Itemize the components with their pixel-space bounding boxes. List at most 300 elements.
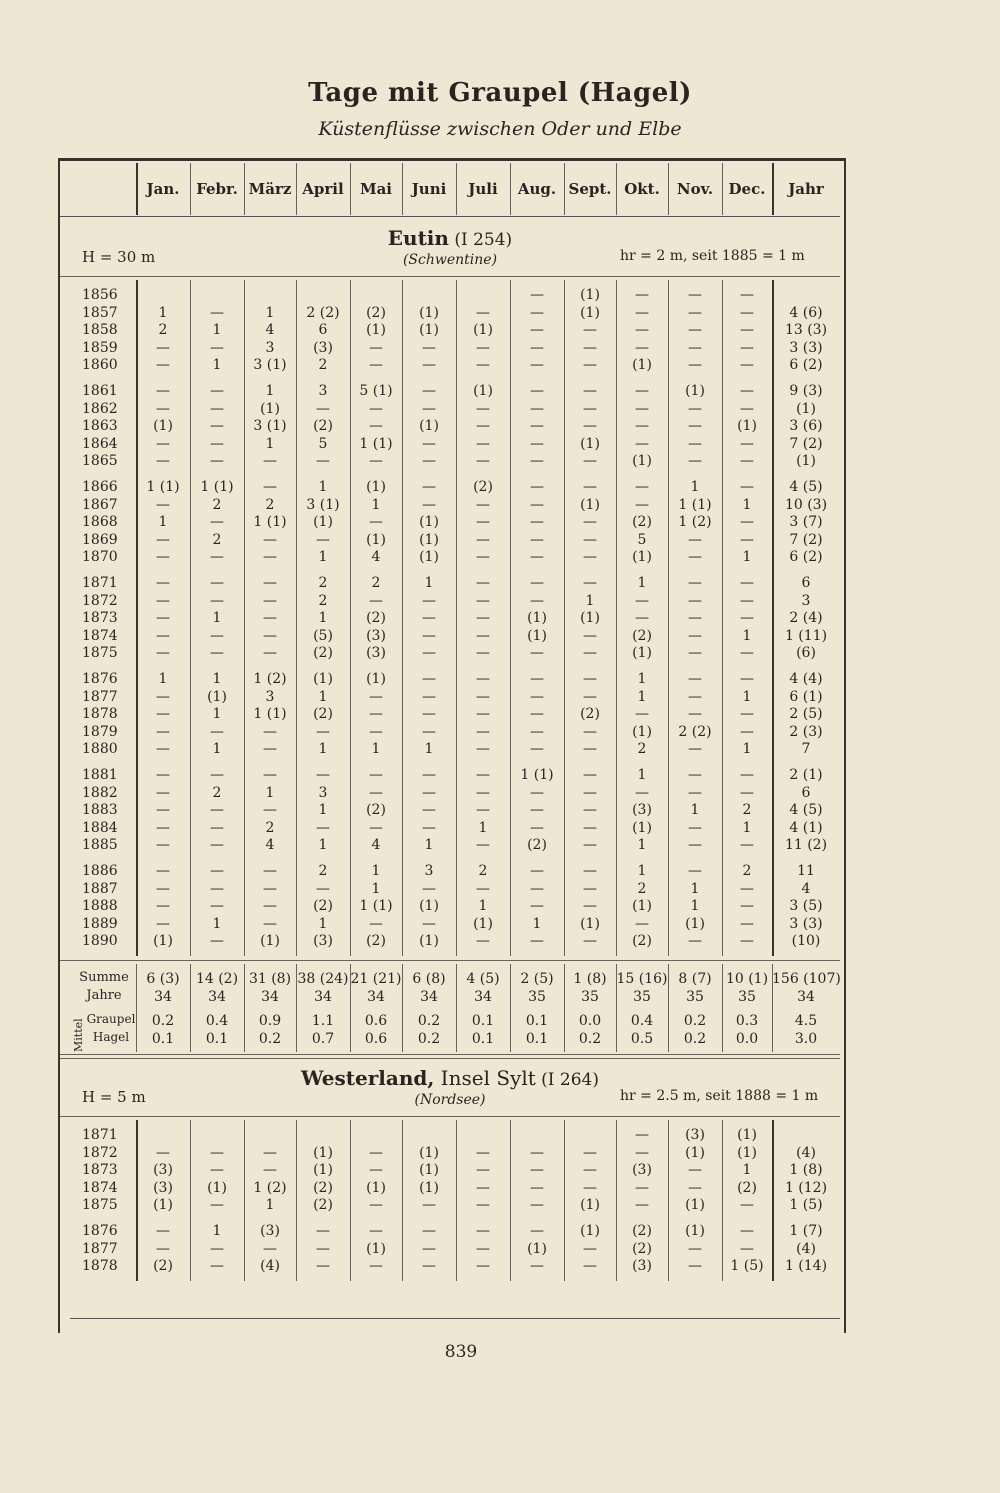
summary-cell: 35 <box>633 989 651 1005</box>
table-cell: 5 (1) <box>359 383 393 399</box>
table-cell: — <box>530 1258 544 1275</box>
table-cell: — <box>422 400 436 417</box>
table-cell: — <box>422 819 436 836</box>
summary-column-divider <box>296 964 297 1052</box>
table-cell: 1 <box>742 819 752 836</box>
summary-cell: 6 (8) <box>412 971 446 987</box>
table-cell: — <box>476 575 490 591</box>
table-cell: (1) <box>419 322 439 339</box>
table-cell: 1 <box>318 837 328 854</box>
table-cell: — <box>156 1223 170 1239</box>
column-divider <box>296 1120 297 1281</box>
table-cell: (3) <box>366 627 386 644</box>
summary-cell: 1.1 <box>311 1013 335 1029</box>
year-label: 1858 <box>82 322 118 339</box>
year-label: 1876 <box>82 671 118 687</box>
summary-cell: 35 <box>686 989 704 1005</box>
year-label: 1860 <box>82 357 118 374</box>
summary-cell: 156 (107) <box>772 971 841 987</box>
table-cell: — <box>688 575 702 591</box>
table-cell: — <box>210 898 224 915</box>
table-cell: 10 (3) <box>784 496 828 513</box>
column-divider <box>402 1120 403 1281</box>
table-cell: (2) <box>737 1179 757 1196</box>
table-cell: — <box>476 1144 490 1161</box>
table-cell: — <box>635 1127 649 1143</box>
column-divider <box>668 280 669 956</box>
year-label: 1881 <box>82 767 118 783</box>
table-cell: — <box>156 357 170 374</box>
table-cell: — <box>476 514 490 531</box>
header-divider <box>616 163 617 215</box>
table-cell: — <box>530 688 544 705</box>
table-cell: 1 <box>637 671 647 687</box>
table-cell: — <box>740 287 754 303</box>
header-divider <box>296 163 297 215</box>
summary-cell: 0.2 <box>417 1013 441 1029</box>
table-cell: 6 <box>318 322 328 339</box>
table-cell: — <box>476 837 490 854</box>
table-cell: 3 <box>265 339 275 356</box>
table-cell: 1 <box>158 304 168 321</box>
table-cell: — <box>740 898 754 915</box>
summary-cell: 35 <box>738 989 756 1005</box>
summary-column-divider <box>136 964 137 1052</box>
table-cell: — <box>530 1162 544 1179</box>
table-cell: — <box>530 802 544 819</box>
table-cell: — <box>530 357 544 374</box>
table-cell: — <box>476 688 490 705</box>
column-divider <box>296 280 297 956</box>
table-cell: 3 (1) <box>253 418 287 435</box>
table-cell: — <box>530 322 544 339</box>
column-header-10: Nov. <box>676 180 714 198</box>
year-label: 1886 <box>82 863 118 879</box>
column-header-11: Dec. <box>728 180 766 198</box>
station-divider <box>60 276 840 277</box>
summary-cell: 10 (1) <box>725 971 769 987</box>
table-cell: 1 <box>742 496 752 513</box>
table-cell: — <box>156 383 170 399</box>
table-cell: — <box>476 1179 490 1196</box>
table-cell: — <box>476 453 490 470</box>
summary-cell: 0.2 <box>151 1013 175 1029</box>
table-cell: 3 <box>318 383 328 399</box>
table-cell: (4) <box>260 1258 280 1275</box>
summary-cell: 38 (24) <box>297 971 349 987</box>
table-cell: — <box>476 549 490 566</box>
table-cell: — <box>156 915 170 932</box>
table-cell: 4 (6) <box>789 304 823 321</box>
table-cell: (1) <box>580 304 600 321</box>
column-divider <box>402 280 403 956</box>
table-cell: 1 (1) <box>359 435 393 452</box>
table-cell: (3) <box>313 933 333 950</box>
table-cell: (1) <box>207 1179 227 1196</box>
year-label: 1885 <box>82 837 118 854</box>
table-cell: — <box>210 1197 224 1214</box>
table-cell: — <box>583 549 597 566</box>
summary-cell: 0.1 <box>205 1031 229 1047</box>
column-header-12: Jahr <box>788 180 824 198</box>
table-cell: 2 (5) <box>789 706 823 723</box>
table-cell: — <box>210 723 224 740</box>
summary-cell: 3.0 <box>794 1031 818 1047</box>
table-cell: — <box>422 706 436 723</box>
table-cell: (3) <box>632 1162 652 1179</box>
summary-cell: 2 (5) <box>520 971 554 987</box>
graupel-label: Graupel <box>86 1012 136 1026</box>
table-cell: — <box>156 898 170 915</box>
table-cell: (1) <box>580 610 600 627</box>
table-cell: 3 <box>318 784 328 801</box>
station-divider <box>60 1116 840 1117</box>
summary-cell: 0.1 <box>525 1031 549 1047</box>
table-cell: — <box>688 645 702 662</box>
table-cell: — <box>530 741 544 758</box>
table-cell: — <box>476 880 490 897</box>
table-cell: (1) <box>366 1240 386 1257</box>
table-cell: — <box>688 400 702 417</box>
column-divider <box>350 280 351 956</box>
summary-cell: 0.9 <box>258 1013 282 1029</box>
year-label: 1874 <box>82 1179 118 1196</box>
table-cell: — <box>530 898 544 915</box>
table-cell: — <box>210 627 224 644</box>
table-cell: — <box>688 837 702 854</box>
table-cell: — <box>530 339 544 356</box>
table-cell: — <box>476 767 490 783</box>
station-name: Westerland, <box>300 1066 435 1090</box>
table-cell: — <box>583 837 597 854</box>
table-cell: — <box>316 880 330 897</box>
header-divider <box>722 163 723 215</box>
table-cell: — <box>156 880 170 897</box>
table-cell: — <box>476 610 490 627</box>
table-cell: — <box>263 1240 277 1257</box>
table-cell: — <box>530 400 544 417</box>
summary-cell: 34 <box>314 989 332 1005</box>
table-cell: 13 (3) <box>784 322 828 339</box>
year-label: 1869 <box>82 531 118 548</box>
table-cell: — <box>530 819 544 836</box>
summary-cell: 34 <box>208 989 226 1005</box>
column-divider <box>136 1120 138 1281</box>
table-cell: — <box>210 549 224 566</box>
table-cell: 2 <box>637 741 647 758</box>
table-cell: — <box>263 802 277 819</box>
column-header-2: März <box>248 180 292 198</box>
year-label: 1870 <box>82 549 118 566</box>
table-cell: — <box>476 706 490 723</box>
year-label: 1857 <box>82 304 118 321</box>
summary-cell: 0.2 <box>578 1031 602 1047</box>
table-cell: — <box>740 1223 754 1239</box>
table-cell: — <box>740 357 754 374</box>
header-divider <box>564 163 565 215</box>
table-cell: — <box>210 592 224 609</box>
table-cell: (3) <box>153 1162 173 1179</box>
table-cell: — <box>422 592 436 609</box>
summary-cell: 6 (3) <box>146 971 180 987</box>
table-cell: — <box>369 1223 383 1239</box>
table-cell: — <box>530 1179 544 1196</box>
table-cell: — <box>369 339 383 356</box>
table-cell: — <box>688 531 702 548</box>
column-divider <box>772 1120 774 1281</box>
table-cell: (2) <box>313 645 333 662</box>
table-cell: — <box>422 784 436 801</box>
table-cell: — <box>156 784 170 801</box>
column-divider <box>564 1120 565 1281</box>
table-cell: — <box>583 1144 597 1161</box>
summary-cell: 31 (8) <box>248 971 292 987</box>
table-cell: — <box>688 304 702 321</box>
table-cell: (1) <box>419 531 439 548</box>
table-cell: — <box>530 1223 544 1239</box>
table-cell: 1 <box>212 357 222 374</box>
table-cell: — <box>530 784 544 801</box>
table-cell: — <box>476 592 490 609</box>
table-cell: — <box>369 400 383 417</box>
header-divider <box>244 163 245 215</box>
table-cell: — <box>422 435 436 452</box>
table-cell: — <box>369 357 383 374</box>
table-cell: 1 (11) <box>784 627 828 644</box>
summe-label: Summe <box>79 970 129 985</box>
table-cell: 6 (2) <box>789 357 823 374</box>
table-cell: (1) <box>632 549 652 566</box>
column-divider <box>244 1120 245 1281</box>
summary-column-divider <box>190 964 191 1052</box>
summary-cell: 0.7 <box>311 1031 335 1047</box>
table-cell: — <box>583 767 597 783</box>
table-cell: 2 <box>318 357 328 374</box>
table-cell: — <box>210 645 224 662</box>
table-cell: (1) <box>632 645 652 662</box>
table-cell: — <box>688 418 702 435</box>
column-header-9: Okt. <box>624 180 660 198</box>
station-title-0 <box>60 226 840 250</box>
table-cell: — <box>210 933 224 950</box>
table-cell: — <box>422 610 436 627</box>
table-cell: — <box>476 304 490 321</box>
table-cell: 1 <box>637 575 647 591</box>
table-cell: — <box>530 575 544 591</box>
column-divider <box>244 280 245 956</box>
table-cell: — <box>688 357 702 374</box>
table-cell: — <box>263 549 277 566</box>
year-label: 1856 <box>82 287 118 303</box>
table-cell: (1) <box>366 531 386 548</box>
summary-cell: 35 <box>581 989 599 1005</box>
table-cell: — <box>422 627 436 644</box>
column-divider <box>510 1120 511 1281</box>
table-cell: (1) <box>153 933 173 950</box>
table-cell: 1 (8) <box>789 1162 823 1179</box>
table-cell: — <box>316 1223 330 1239</box>
table-cell: — <box>210 304 224 321</box>
summary-cell: 8 (7) <box>678 971 712 987</box>
summary-cell: 21 (21) <box>350 971 402 987</box>
table-cell: 1 <box>690 479 700 495</box>
year-label: 1866 <box>82 479 118 495</box>
table-cell: — <box>740 383 754 399</box>
table-cell: — <box>688 784 702 801</box>
table-cell: (2) <box>366 802 386 819</box>
header-divider <box>772 163 774 215</box>
table-cell: — <box>688 322 702 339</box>
table-cell: 3 (3) <box>789 339 823 356</box>
table-cell: — <box>635 784 649 801</box>
table-cell: (1) <box>153 1197 173 1214</box>
table-cell: 5 <box>637 531 647 548</box>
table-cell: — <box>422 1258 436 1275</box>
table-cell: 2 (3) <box>789 723 823 740</box>
table-cell: — <box>210 880 224 897</box>
table-cell: 1 <box>690 898 700 915</box>
table-cell: (2) <box>313 1197 333 1214</box>
table-cell: — <box>740 575 754 591</box>
table-cell: — <box>635 287 649 303</box>
table-cell: — <box>369 723 383 740</box>
table-cell: (1) <box>737 418 757 435</box>
table-cell: 1 <box>424 575 434 591</box>
table-cell: (1) <box>527 1240 547 1257</box>
table-cell: (1) <box>419 549 439 566</box>
page-subtitle: Küstenflüsse zwischen Oder und Elbe <box>318 118 682 140</box>
table-cell: — <box>583 933 597 950</box>
table-cell: — <box>156 706 170 723</box>
table-cell: 1 <box>371 880 381 897</box>
table-cell: 2 <box>478 863 488 879</box>
table-cell: — <box>583 688 597 705</box>
year-label: 1880 <box>82 741 118 758</box>
table-cell: (2) <box>473 479 493 495</box>
table-cell: 1 <box>637 688 647 705</box>
station-river-1: (Nordsee) <box>414 1092 486 1108</box>
table-cell: — <box>476 357 490 374</box>
year-label: 1867 <box>82 496 118 513</box>
table-cell: — <box>422 383 436 399</box>
table-cell: (1) <box>260 400 280 417</box>
table-cell: — <box>422 339 436 356</box>
table-cell: — <box>422 671 436 687</box>
table-cell: — <box>263 767 277 783</box>
header-divider <box>136 163 138 215</box>
table-cell: — <box>156 531 170 548</box>
table-cell: (1) <box>419 933 439 950</box>
table-cell: — <box>583 531 597 548</box>
table-cell: — <box>530 514 544 531</box>
column-divider <box>722 280 723 956</box>
table-cell: — <box>210 863 224 879</box>
table-cell: — <box>583 514 597 531</box>
summary-divider <box>60 960 840 961</box>
table-cell: — <box>740 933 754 950</box>
table-cell: — <box>583 357 597 374</box>
table-cell: 1 <box>158 671 168 687</box>
table-cell: 2 <box>742 802 752 819</box>
column-header-6: Juli <box>468 180 498 198</box>
table-cell: — <box>476 1197 490 1214</box>
table-cell: — <box>422 1197 436 1214</box>
table-cell: — <box>369 688 383 705</box>
table-cell: (2) <box>153 1258 173 1275</box>
table-cell: 1 (1) <box>678 496 712 513</box>
table-cell: — <box>210 802 224 819</box>
table-cell: — <box>583 479 597 495</box>
year-label: 1865 <box>82 453 118 470</box>
table-cell: — <box>263 1162 277 1179</box>
table-cell: — <box>369 1258 383 1275</box>
table-cell: — <box>263 898 277 915</box>
table-cell: (1) <box>153 418 173 435</box>
table-cell: (2) <box>366 610 386 627</box>
table-cell: — <box>476 933 490 950</box>
table-cell: (2) <box>313 418 333 435</box>
table-cell: — <box>156 627 170 644</box>
header-divider <box>350 163 351 215</box>
table-cell: 1 <box>318 915 328 932</box>
table-cell: 1 (2) <box>253 671 287 687</box>
table-cell: — <box>476 435 490 452</box>
table-cell: — <box>635 1144 649 1161</box>
table-cell: (1) <box>473 383 493 399</box>
table-cell: 1 <box>212 741 222 758</box>
summary-column-divider <box>616 964 617 1052</box>
summary-cell: 0.2 <box>258 1031 282 1047</box>
table-cell: — <box>688 627 702 644</box>
table-cell: — <box>583 339 597 356</box>
table-cell: (1) <box>796 453 816 470</box>
table-cell: — <box>688 549 702 566</box>
table-cell: — <box>263 575 277 591</box>
table-cell: — <box>476 627 490 644</box>
table-cell: 1 <box>158 514 168 531</box>
table-cell: — <box>583 627 597 644</box>
table-cell: 1 <box>212 671 222 687</box>
table-cell: (1) <box>419 418 439 435</box>
year-label: 1890 <box>82 933 118 950</box>
table-cell: — <box>583 1240 597 1257</box>
table-cell: 1 (12) <box>784 1179 828 1196</box>
station-name: Eutin <box>387 226 449 250</box>
station-name-2: Insel Sylt <box>434 1066 536 1090</box>
table-cell: — <box>156 453 170 470</box>
table-cell: (3) <box>260 1223 280 1239</box>
table-cell: — <box>688 1162 702 1179</box>
table-cell: — <box>635 706 649 723</box>
header-divider <box>668 163 669 215</box>
year-label: 1878 <box>82 706 118 723</box>
table-cell: 1 <box>742 688 752 705</box>
table-cell: — <box>210 1240 224 1257</box>
table-cell: — <box>740 435 754 452</box>
table-cell: — <box>316 819 330 836</box>
table-cell: 1 <box>371 863 381 879</box>
table-cell: — <box>530 880 544 897</box>
table-cell: — <box>476 645 490 662</box>
table-cell: 1 <box>265 435 275 452</box>
column-header-1: Febr. <box>196 180 238 198</box>
table-cell: 1 <box>371 496 381 513</box>
table-cell: — <box>263 915 277 932</box>
column-divider <box>668 1120 669 1281</box>
table-frame-bottom <box>70 1318 840 1319</box>
table-cell: — <box>583 575 597 591</box>
table-cell: 1 <box>212 915 222 932</box>
